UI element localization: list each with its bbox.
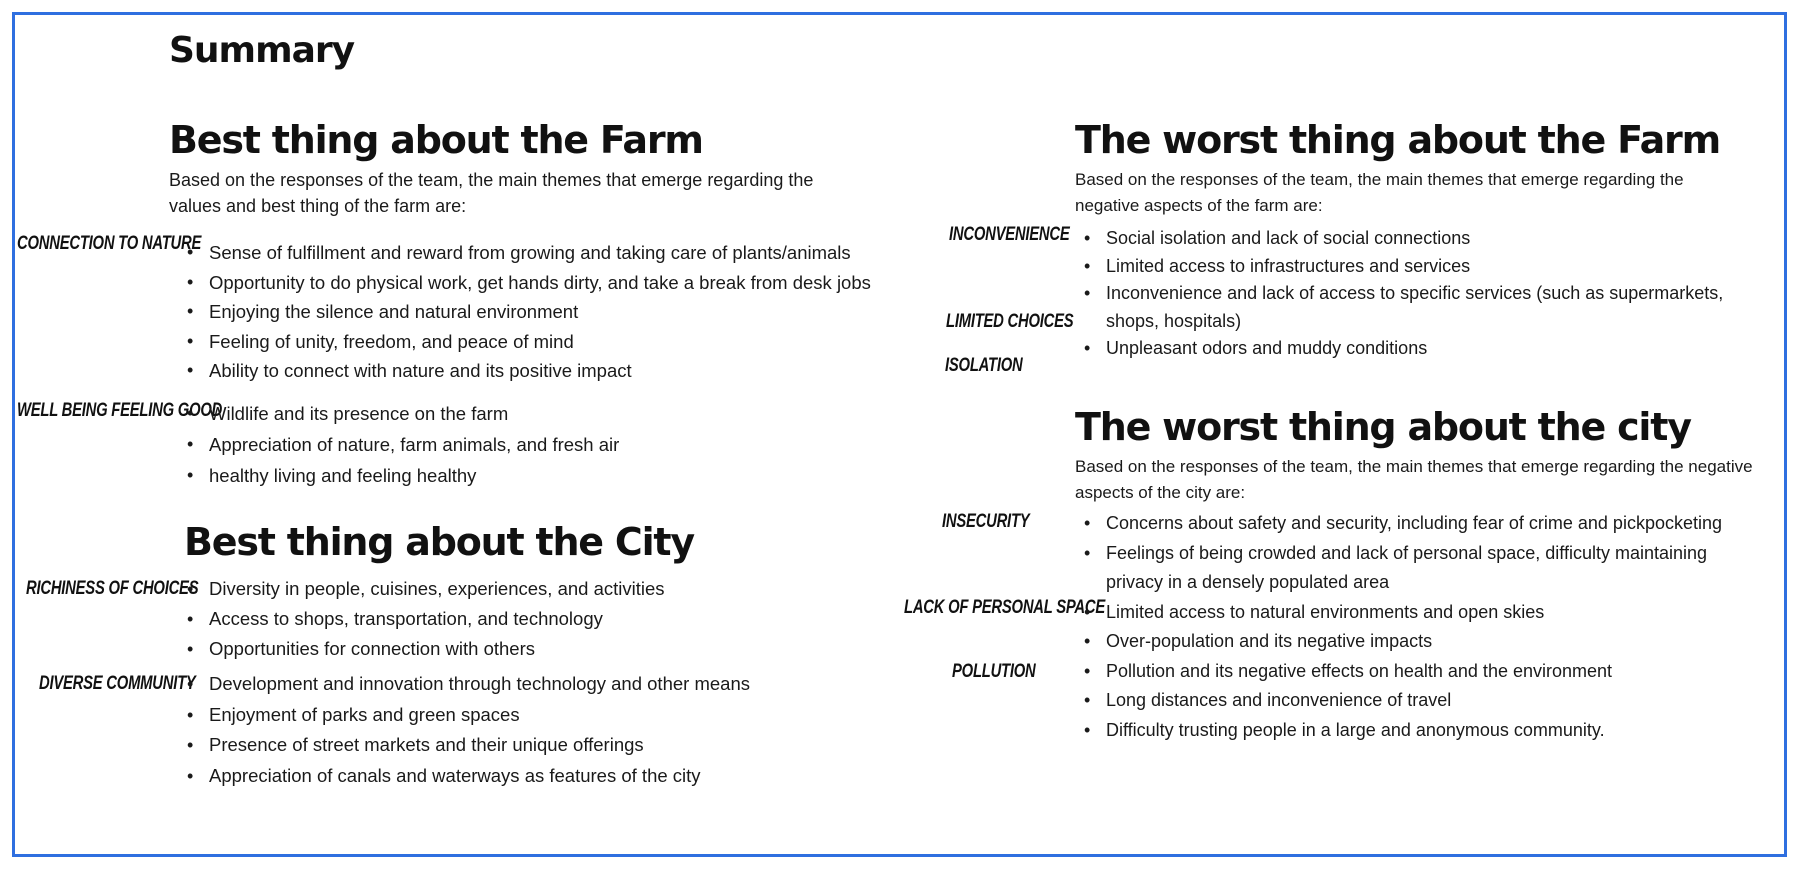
theme-tag: INSECURITY [942,511,1030,532]
list-item: • Over-population and its negative impacts [1082,627,1762,657]
worst-farm-heading: The worst thing about the Farm [1075,118,1720,162]
theme-tag: POLLUTION [952,661,1036,682]
list-item: • Social isolation and lack of social connections [1082,225,1742,253]
worst-city-intro: Based on the responses of the team, the main themes that emerge regarding the negative aspects of the city are: [1075,457,1753,502]
list-item: • Limited access to infrastructures and services [1082,253,1742,281]
worst-farm-intro: Based on the responses of the team, the main themes that emerge regarding the negative aspects of the farm are: [1075,170,1684,215]
list-item: • Feelings of being crowded and lack of personal space, difficulty maintaining privacy in a densely populated area [1082,539,1762,598]
list-item: • Feeling of unity, freedom, and peace of mind [185,327,871,357]
best-farm-list [185,238,871,386]
best-farm-heading: Best thing about the Farm [169,118,703,162]
theme-tag: ISOLATION [945,355,1023,376]
list-item: • Appreciation of nature, farm animals, and fresh air [185,429,619,460]
theme-tag: LIMITED CHOICES [946,311,1074,332]
list-item: • Enjoying the silence and natural environment [185,297,871,327]
theme-tag: CONNECTION TO NATURE [17,233,202,254]
theme-tag: INCONVENIENCE [949,224,1070,245]
best-farm-intro: Based on the responses of the team, the main themes that emerge regarding the values and best thing of the farm are: [169,170,814,216]
page-title: Summary [169,30,355,71]
worst-farm-list [1082,225,1742,363]
list-item: • Enjoyment of parks and green spaces [185,700,750,731]
list-item: • Limited access to natural environments and open skies [1082,598,1762,628]
list-item: • Diversity in people, cuisines, experiences, and activities [185,574,665,604]
theme-tag: WELL BEING FEELING GOOD [17,400,223,421]
best-farm-list-2 [185,398,619,491]
list-item: • Appreciation of canals and waterways as features of the city [185,761,750,792]
list-item: • Difficulty trusting people in a large and anonymous community. [1082,716,1762,746]
list-item: • Opportunity to do physical work, get hands dirty, and take a break from desk jobs [185,268,871,298]
list-item: • healthy living and feeling healthy [185,460,619,491]
list-item: • Unpleasant odors and muddy conditions [1082,335,1742,363]
theme-tag: LACK OF PERSONAL SPACE [904,597,1105,618]
list-item: • Pollution and its negative effects on health and the environment [1082,657,1762,687]
list-item: • Sense of fulfillment and reward from growing and taking care of plants/animals [185,238,871,268]
best-city-list-2 [185,669,750,791]
list-item: • Development and innovation through technology and other means [185,669,750,700]
list-item: • Access to shops, transportation, and technology [185,604,665,634]
list-item: • Presence of street markets and their unique offerings [185,730,750,761]
list-item: • Wildlife and its presence on the farm [185,398,619,429]
best-city-heading: Best thing about the City [184,520,694,564]
list-item: • Opportunities for connection with others [185,634,665,664]
worst-city-list [1082,509,1762,745]
worst-city-heading: The worst thing about the city [1075,405,1691,449]
list-item: • Concerns about safety and security, including fear of crime and pickpocketing [1082,509,1762,539]
theme-tag: RICHINESS OF CHOICES [26,578,199,599]
best-city-list [185,574,665,664]
theme-tag: DIVERSE COMMUNITY [39,673,196,694]
list-item: • Inconvenience and lack of access to specific services (such as supermarkets, shops, hospitals) [1082,280,1742,335]
list-item: • Ability to connect with nature and its positive impact [185,356,871,386]
list-item: • Long distances and inconvenience of travel [1082,686,1762,716]
